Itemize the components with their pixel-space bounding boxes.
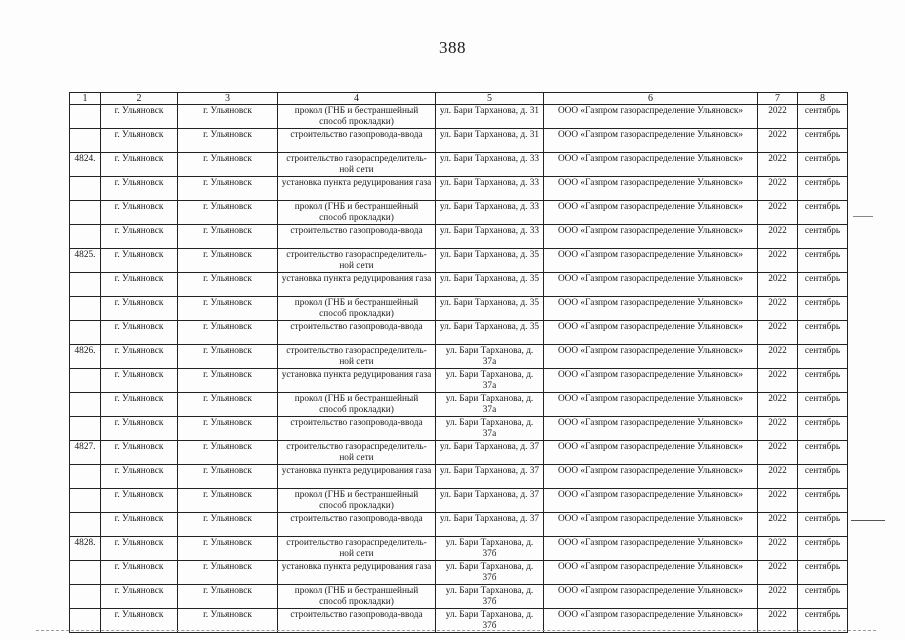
address-cell: ул. Бари Тарханова, д. 33	[436, 225, 544, 249]
address-cell: ул. Бари Тарханова, д. 37	[436, 513, 544, 537]
organization-cell: ООО «Газпром газораспределение Ульяновск»	[544, 273, 758, 297]
table-row	[70, 225, 848, 249]
settlement-cell: г. Ульяновск	[178, 201, 278, 225]
row-number	[70, 225, 101, 249]
region-cell: г. Ульяновск	[101, 345, 178, 369]
settlement-cell: г. Ульяновск	[178, 369, 278, 393]
scan-mark	[851, 520, 885, 521]
address-cell: ул. Бари Тарханова, д. 35	[436, 249, 544, 273]
table-row	[70, 129, 848, 153]
region-cell: г. Ульяновск	[101, 393, 178, 417]
region-cell: г. Ульяновск	[101, 105, 178, 129]
settlement-cell: г. Ульяновск	[178, 393, 278, 417]
month-cell: сентябрь	[798, 369, 848, 393]
address-cell: ул. Бари Тарханова, д. 37б	[436, 585, 544, 609]
address-cell: ул. Бари Тарханова, д. 37а	[436, 345, 544, 369]
settlement-cell: г. Ульяновск	[178, 321, 278, 345]
region-cell: г. Ульяновск	[101, 513, 178, 537]
table-row	[70, 153, 848, 177]
month-cell: сентябрь	[798, 297, 848, 321]
column-header: 1	[70, 93, 101, 105]
work-type-cell: строительство газопровода-ввода	[278, 225, 436, 249]
address-cell: ул. Бари Тарханова, д. 37а	[436, 417, 544, 441]
table-row	[70, 417, 848, 441]
month-cell: сентябрь	[798, 561, 848, 585]
month-cell: сентябрь	[798, 153, 848, 177]
address-cell: ул. Бари Тарханова, д. 37	[436, 489, 544, 513]
region-cell: г. Ульяновск	[101, 609, 178, 633]
region-cell: г. Ульяновск	[101, 465, 178, 489]
month-cell: сентябрь	[798, 105, 848, 129]
row-number: 4824.	[70, 153, 101, 177]
year-cell: 2022	[758, 225, 798, 249]
organization-cell: ООО «Газпром газораспределение Ульяновск»	[544, 153, 758, 177]
works-table	[69, 92, 848, 633]
row-number	[70, 297, 101, 321]
organization-cell: ООО «Газпром газораспределение Ульяновск»	[544, 609, 758, 633]
settlement-cell: г. Ульяновск	[178, 441, 278, 465]
year-cell: 2022	[758, 369, 798, 393]
address-cell: ул. Бари Тарханова, д. 33	[436, 201, 544, 225]
region-cell: г. Ульяновск	[101, 489, 178, 513]
work-type-cell: строительство газопровода-ввода	[278, 609, 436, 633]
work-type-cell: строительство газораспределитель-ной сети	[278, 153, 436, 177]
work-type-cell: установка пункта редуцирования газа	[278, 273, 436, 297]
work-type-cell: строительство газораспределитель-ной сети	[278, 537, 436, 561]
work-type-cell: установка пункта редуцирования газа	[278, 465, 436, 489]
year-cell: 2022	[758, 609, 798, 633]
month-cell: сентябрь	[798, 177, 848, 201]
month-cell: сентябрь	[798, 393, 848, 417]
settlement-cell: г. Ульяновск	[178, 177, 278, 201]
settlement-cell: г. Ульяновск	[178, 297, 278, 321]
work-type-cell: установка пункта редуцирования газа	[278, 177, 436, 201]
address-cell: ул. Бари Тарханова, д. 33	[436, 177, 544, 201]
region-cell: г. Ульяновск	[101, 225, 178, 249]
organization-cell: ООО «Газпром газораспределение Ульяновск»	[544, 345, 758, 369]
settlement-cell: г. Ульяновск	[178, 465, 278, 489]
month-cell: сентябрь	[798, 417, 848, 441]
column-header: 7	[758, 93, 798, 105]
row-number	[70, 393, 101, 417]
table-row	[70, 585, 848, 609]
table-row	[70, 345, 848, 369]
table-row	[70, 297, 848, 321]
year-cell: 2022	[758, 585, 798, 609]
table-row	[70, 177, 848, 201]
year-cell: 2022	[758, 273, 798, 297]
region-cell: г. Ульяновск	[101, 177, 178, 201]
table-row	[70, 513, 848, 537]
month-cell: сентябрь	[798, 585, 848, 609]
organization-cell: ООО «Газпром газораспределение Ульяновск»	[544, 417, 758, 441]
organization-cell: ООО «Газпром газораспределение Ульяновск»	[544, 465, 758, 489]
work-type-cell: прокол (ГНБ и бестраншейный способ прокладки)	[278, 393, 436, 417]
region-cell: г. Ульяновск	[101, 441, 178, 465]
year-cell: 2022	[758, 417, 798, 441]
work-type-cell: строительство газопровода-ввода	[278, 129, 436, 153]
work-type-cell: строительство газораспределитель-ной сети	[278, 249, 436, 273]
row-number	[70, 105, 101, 129]
region-cell: г. Ульяновск	[101, 537, 178, 561]
row-number: 4826.	[70, 345, 101, 369]
column-header: 6	[544, 93, 758, 105]
address-cell: ул. Бари Тарханова, д. 31	[436, 105, 544, 129]
work-type-cell: строительство газораспределитель-ной сети	[278, 345, 436, 369]
year-cell: 2022	[758, 153, 798, 177]
address-cell: ул. Бари Тарханова, д. 37	[436, 465, 544, 489]
month-cell: сентябрь	[798, 537, 848, 561]
table-row	[70, 537, 848, 561]
month-cell: сентябрь	[798, 441, 848, 465]
work-type-cell: прокол (ГНБ и бестраншейный способ прокладки)	[278, 297, 436, 321]
column-header: 5	[436, 93, 544, 105]
address-cell: ул. Бари Тарханова, д. 37а	[436, 393, 544, 417]
region-cell: г. Ульяновск	[101, 249, 178, 273]
row-number	[70, 585, 101, 609]
settlement-cell: г. Ульяновск	[178, 225, 278, 249]
organization-cell: ООО «Газпром газораспределение Ульяновск»	[544, 297, 758, 321]
year-cell: 2022	[758, 297, 798, 321]
settlement-cell: г. Ульяновск	[178, 489, 278, 513]
table-row	[70, 561, 848, 585]
settlement-cell: г. Ульяновск	[178, 537, 278, 561]
month-cell: сентябрь	[798, 201, 848, 225]
settlement-cell: г. Ульяновск	[178, 417, 278, 441]
year-cell: 2022	[758, 513, 798, 537]
region-cell: г. Ульяновск	[101, 369, 178, 393]
row-number: 4827.	[70, 441, 101, 465]
organization-cell: ООО «Газпром газораспределение Ульяновск»	[544, 129, 758, 153]
year-cell: 2022	[758, 441, 798, 465]
month-cell: сентябрь	[798, 345, 848, 369]
table-row	[70, 441, 848, 465]
work-type-cell: прокол (ГНБ и бестраншейный способ прокладки)	[278, 201, 436, 225]
work-type-cell: строительство газопровода-ввода	[278, 321, 436, 345]
table-row	[70, 489, 848, 513]
table-row	[70, 201, 848, 225]
organization-cell: ООО «Газпром газораспределение Ульяновск»	[544, 177, 758, 201]
address-cell: ул. Бари Тарханова, д. 37б	[436, 537, 544, 561]
address-cell: ул. Бари Тарханова, д. 31	[436, 129, 544, 153]
work-type-cell: прокол (ГНБ и бестраншейный способ прокладки)	[278, 489, 436, 513]
region-cell: г. Ульяновск	[101, 417, 178, 441]
year-cell: 2022	[758, 105, 798, 129]
year-cell: 2022	[758, 537, 798, 561]
work-type-cell: прокол (ГНБ и бестраншейный способ прокладки)	[278, 585, 436, 609]
year-cell: 2022	[758, 393, 798, 417]
organization-cell: ООО «Газпром газораспределение Ульяновск»	[544, 441, 758, 465]
table-row	[70, 321, 848, 345]
region-cell: г. Ульяновск	[101, 273, 178, 297]
year-cell: 2022	[758, 465, 798, 489]
row-number	[70, 177, 101, 201]
work-type-cell: строительство газопровода-ввода	[278, 417, 436, 441]
month-cell: сентябрь	[798, 249, 848, 273]
row-number	[70, 129, 101, 153]
region-cell: г. Ульяновск	[101, 585, 178, 609]
row-number	[70, 489, 101, 513]
page-edge-line	[36, 630, 876, 631]
column-numbers-row	[70, 93, 848, 105]
year-cell: 2022	[758, 201, 798, 225]
organization-cell: ООО «Газпром газораспределение Ульяновск»	[544, 369, 758, 393]
address-cell: ул. Бари Тарханова, д. 35	[436, 321, 544, 345]
row-number	[70, 201, 101, 225]
month-cell: сентябрь	[798, 489, 848, 513]
table-row	[70, 393, 848, 417]
year-cell: 2022	[758, 177, 798, 201]
row-number	[70, 561, 101, 585]
year-cell: 2022	[758, 561, 798, 585]
organization-cell: ООО «Газпром газораспределение Ульяновск»	[544, 585, 758, 609]
month-cell: сентябрь	[798, 129, 848, 153]
year-cell: 2022	[758, 489, 798, 513]
settlement-cell: г. Ульяновск	[178, 249, 278, 273]
year-cell: 2022	[758, 345, 798, 369]
table-row	[70, 105, 848, 129]
month-cell: сентябрь	[798, 273, 848, 297]
region-cell: г. Ульяновск	[101, 129, 178, 153]
address-cell: ул. Бари Тарханова, д. 33	[436, 153, 544, 177]
table-row	[70, 369, 848, 393]
column-header: 3	[178, 93, 278, 105]
month-cell: сентябрь	[798, 609, 848, 633]
organization-cell: ООО «Газпром газораспределение Ульяновск»	[544, 393, 758, 417]
region-cell: г. Ульяновск	[101, 153, 178, 177]
organization-cell: ООО «Газпром газораспределение Ульяновск»	[544, 513, 758, 537]
region-cell: г. Ульяновск	[101, 297, 178, 321]
address-cell: ул. Бари Тарханова, д. 37	[436, 441, 544, 465]
address-cell: ул. Бари Тарханова, д. 37а	[436, 369, 544, 393]
work-type-cell: строительство газопровода-ввода	[278, 513, 436, 537]
address-cell: ул. Бари Тарханова, д. 35	[436, 273, 544, 297]
settlement-cell: г. Ульяновск	[178, 585, 278, 609]
table-row	[70, 609, 848, 633]
region-cell: г. Ульяновск	[101, 201, 178, 225]
month-cell: сентябрь	[798, 513, 848, 537]
row-number	[70, 609, 101, 633]
row-number	[70, 417, 101, 441]
address-cell: ул. Бари Тарханова, д. 37б	[436, 561, 544, 585]
organization-cell: ООО «Газпром газораспределение Ульяновск»	[544, 489, 758, 513]
settlement-cell: г. Ульяновск	[178, 105, 278, 129]
settlement-cell: г. Ульяновск	[178, 345, 278, 369]
settlement-cell: г. Ульяновск	[178, 153, 278, 177]
year-cell: 2022	[758, 129, 798, 153]
page-number: 388	[439, 38, 466, 57]
address-cell: ул. Бари Тарханова, д. 37б	[436, 609, 544, 633]
work-type-cell: установка пункта редуцирования газа	[278, 561, 436, 585]
settlement-cell: г. Ульяновск	[178, 609, 278, 633]
organization-cell: ООО «Газпром газораспределение Ульяновск»	[544, 201, 758, 225]
address-cell: ул. Бари Тарханова, д. 35	[436, 297, 544, 321]
table-row	[70, 273, 848, 297]
row-number	[70, 369, 101, 393]
settlement-cell: г. Ульяновск	[178, 129, 278, 153]
row-number	[70, 465, 101, 489]
column-header: 2	[101, 93, 178, 105]
organization-cell: ООО «Газпром газораспределение Ульяновск»	[544, 225, 758, 249]
work-type-cell: установка пункта редуцирования газа	[278, 369, 436, 393]
organization-cell: ООО «Газпром газораспределение Ульяновск»	[544, 105, 758, 129]
month-cell: сентябрь	[798, 465, 848, 489]
scan-mark	[853, 216, 873, 217]
year-cell: 2022	[758, 249, 798, 273]
table-row	[70, 249, 848, 273]
table-row	[70, 465, 848, 489]
month-cell: сентябрь	[798, 225, 848, 249]
row-number: 4828.	[70, 537, 101, 561]
organization-cell: ООО «Газпром газораспределение Ульяновск»	[544, 561, 758, 585]
column-header: 8	[798, 93, 848, 105]
settlement-cell: г. Ульяновск	[178, 561, 278, 585]
month-cell: сентябрь	[798, 321, 848, 345]
organization-cell: ООО «Газпром газораспределение Ульяновск»	[544, 249, 758, 273]
row-number	[70, 513, 101, 537]
settlement-cell: г. Ульяновск	[178, 513, 278, 537]
column-header: 4	[278, 93, 436, 105]
organization-cell: ООО «Газпром газораспределение Ульяновск»	[544, 321, 758, 345]
settlement-cell: г. Ульяновск	[178, 273, 278, 297]
organization-cell: ООО «Газпром газораспределение Ульяновск»	[544, 537, 758, 561]
region-cell: г. Ульяновск	[101, 561, 178, 585]
region-cell: г. Ульяновск	[101, 321, 178, 345]
row-number: 4825.	[70, 249, 101, 273]
row-number	[70, 321, 101, 345]
row-number	[70, 273, 101, 297]
work-type-cell: строительство газораспределитель-ной сети	[278, 441, 436, 465]
year-cell: 2022	[758, 321, 798, 345]
work-type-cell: прокол (ГНБ и бестраншейный способ прокладки)	[278, 105, 436, 129]
